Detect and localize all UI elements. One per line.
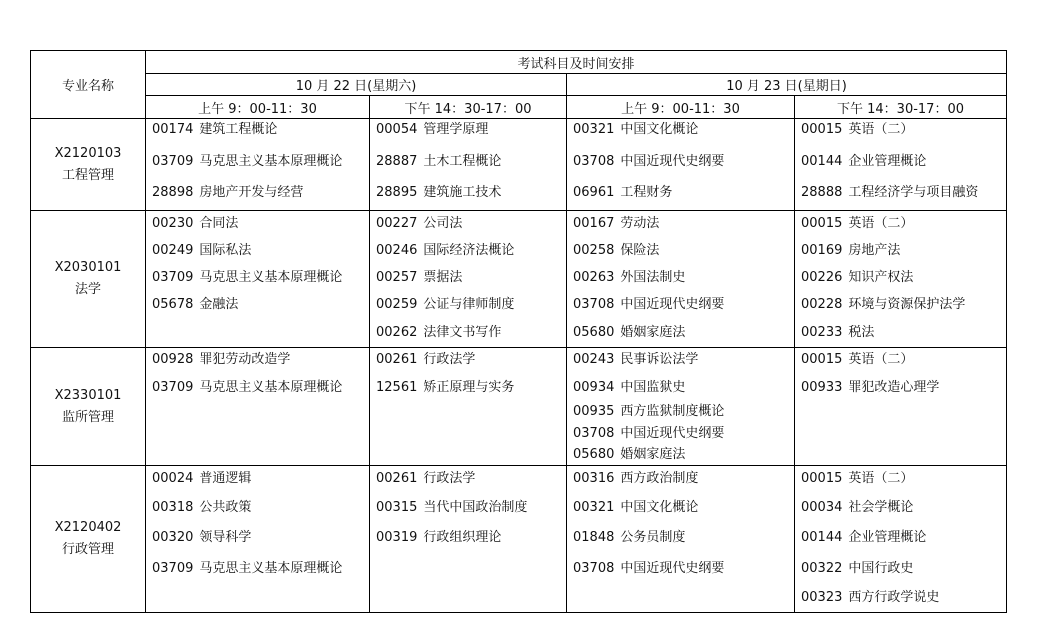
subject-line xyxy=(152,121,369,139)
subject-code: 05680 xyxy=(573,325,615,340)
session-header-day1-pm: 下午 14：30-17：00 xyxy=(370,96,567,119)
subject-name: 外国法制史 xyxy=(620,270,686,285)
subject-line xyxy=(801,296,1006,314)
subject-name: 中国行政史 xyxy=(848,561,914,576)
subjects-cell xyxy=(795,466,1007,613)
subject-line xyxy=(573,470,794,488)
subject-name: 房地产法 xyxy=(848,243,901,258)
subject-line xyxy=(573,425,794,443)
major-code: X2120402 xyxy=(54,520,122,535)
subject-name: 民事诉讼法学 xyxy=(620,352,699,367)
subject-name: 中国文化概论 xyxy=(620,122,699,137)
subject-name: 税法 xyxy=(848,325,875,340)
subject-code: 00262 xyxy=(376,325,418,340)
day-header-2: 10 月 23 日(星期日) xyxy=(567,74,1007,96)
subject-line xyxy=(376,269,566,287)
subject-name: 公务员制度 xyxy=(620,530,686,545)
subject-code: 05678 xyxy=(152,297,194,312)
subject-line xyxy=(152,499,369,517)
subject-name: 票据法 xyxy=(423,270,463,285)
subject-line xyxy=(573,269,794,287)
subject-code: 00319 xyxy=(376,530,418,545)
subjects-cell xyxy=(795,211,1007,348)
subject-code: 00935 xyxy=(573,404,615,419)
subject-name: 英语（二） xyxy=(848,471,914,486)
subject-name: 公证与律师制度 xyxy=(423,297,515,312)
subject-name: 国际经济法概论 xyxy=(423,243,515,258)
subject-code: 00257 xyxy=(376,270,418,285)
subject-code: 00934 xyxy=(573,380,615,395)
subject-code: 00167 xyxy=(573,216,615,231)
subject-line xyxy=(801,379,1006,397)
subjects-cell xyxy=(795,119,1007,211)
table-row xyxy=(31,119,1007,211)
subject-name: 公司法 xyxy=(423,216,463,231)
subject-line xyxy=(573,446,794,464)
subject-code: 00227 xyxy=(376,216,418,231)
table-row xyxy=(31,466,1007,613)
subject-code: 00928 xyxy=(152,352,194,367)
major-name: 法学 xyxy=(74,282,101,297)
subject-line xyxy=(801,351,1006,369)
major-cell xyxy=(31,466,146,613)
subject-name: 企业管理概论 xyxy=(848,154,927,169)
major-code: X2030101 xyxy=(54,260,122,275)
subject-line xyxy=(376,296,566,314)
subject-name: 西方政治制度 xyxy=(620,471,699,486)
subject-line xyxy=(801,589,1006,607)
subject-name: 西方行政学说史 xyxy=(848,590,940,605)
subject-code: 03708 xyxy=(573,297,615,312)
subject-line xyxy=(801,184,1006,202)
subject-line xyxy=(573,153,794,171)
major-cell xyxy=(31,211,146,348)
subject-line xyxy=(376,215,566,233)
subject-code: 00015 xyxy=(801,122,843,137)
subject-code: 03709 xyxy=(152,154,194,169)
subject-line xyxy=(801,121,1006,139)
subject-name: 婚姻家庭法 xyxy=(620,447,686,462)
subject-name: 西方监狱制度概论 xyxy=(620,404,725,419)
subject-code: 00261 xyxy=(376,471,418,486)
subject-name: 房地产开发与经营 xyxy=(199,185,304,200)
session-header-day2-pm: 下午 14：30-17：00 xyxy=(795,96,1007,119)
subject-code: 00318 xyxy=(152,500,194,515)
subject-name: 矫正原理与实务 xyxy=(423,380,515,395)
subject-name: 当代中国政治制度 xyxy=(423,500,528,515)
subject-name: 工程经济学与项目融资 xyxy=(848,185,979,200)
subjects-cell xyxy=(146,211,370,348)
subject-line xyxy=(152,269,369,287)
subjects-cell xyxy=(146,119,370,211)
subject-line xyxy=(801,560,1006,578)
subject-code: 28895 xyxy=(376,185,418,200)
subject-name: 领导科学 xyxy=(199,530,252,545)
subject-line xyxy=(376,529,566,547)
subject-name: 建筑工程概论 xyxy=(199,122,278,137)
subject-line xyxy=(376,242,566,260)
subject-name: 中国文化概论 xyxy=(620,500,699,515)
subject-code: 00228 xyxy=(801,297,843,312)
subject-line xyxy=(573,121,794,139)
subject-name: 中国近现代史纲要 xyxy=(620,154,725,169)
subject-line xyxy=(152,153,369,171)
subject-code: 00259 xyxy=(376,297,418,312)
subject-code: 03708 xyxy=(573,561,615,576)
subject-code: 00230 xyxy=(152,216,194,231)
subject-code: 28887 xyxy=(376,154,418,169)
subject-line xyxy=(801,324,1006,342)
subject-name: 社会学概论 xyxy=(848,500,914,515)
subject-code: 00320 xyxy=(152,530,194,545)
subject-code: 05680 xyxy=(573,447,615,462)
major-name: 行政管理 xyxy=(61,542,114,557)
subject-name: 法律文书写作 xyxy=(423,325,502,340)
subject-code: 00322 xyxy=(801,561,843,576)
subject-line xyxy=(152,242,369,260)
subject-code: 03709 xyxy=(152,561,194,576)
subject-line xyxy=(573,351,794,369)
subject-name: 公共政策 xyxy=(199,500,252,515)
subject-code: 00144 xyxy=(801,154,843,169)
session-header-day2-am: 上午 9：00-11：30 xyxy=(567,96,795,119)
subject-code: 00169 xyxy=(801,243,843,258)
subject-line xyxy=(573,499,794,517)
major-code: X2330101 xyxy=(54,387,122,403)
subject-name: 英语（二） xyxy=(848,216,914,231)
subject-code: 00015 xyxy=(801,471,843,486)
subject-name: 国际私法 xyxy=(199,243,252,258)
subject-code: 00015 xyxy=(801,352,843,367)
table-row xyxy=(31,348,1007,466)
subject-name: 行政法学 xyxy=(423,352,476,367)
subject-line xyxy=(376,121,566,139)
major-cell xyxy=(31,348,146,466)
subject-name: 普通逻辑 xyxy=(199,471,252,486)
subject-code: 00249 xyxy=(152,243,194,258)
subject-line xyxy=(573,403,794,421)
subject-line xyxy=(376,470,566,488)
subject-name: 知识产权法 xyxy=(848,270,914,285)
subject-code: 03708 xyxy=(573,426,615,441)
subject-line xyxy=(573,529,794,547)
subject-code: 00233 xyxy=(801,325,843,340)
subject-line xyxy=(573,296,794,314)
major-name: 监所管理 xyxy=(61,409,114,425)
subject-name: 婚姻家庭法 xyxy=(620,325,686,340)
subject-line xyxy=(152,351,369,369)
subject-code: 00323 xyxy=(801,590,843,605)
subject-name: 罪犯劳动改造学 xyxy=(199,352,291,367)
subject-line xyxy=(801,269,1006,287)
subjects-cell xyxy=(370,211,567,348)
subject-line xyxy=(801,242,1006,260)
subject-code: 00258 xyxy=(573,243,615,258)
subject-line xyxy=(573,560,794,578)
subject-code: 00024 xyxy=(152,471,194,486)
subject-line xyxy=(801,470,1006,488)
subject-name: 英语（二） xyxy=(848,352,914,367)
subjects-cell xyxy=(370,119,567,211)
subject-name: 中国近现代史纲要 xyxy=(620,297,725,312)
subject-name: 马克思主义基本原理概论 xyxy=(199,380,343,395)
subject-name: 中国近现代史纲要 xyxy=(620,426,725,441)
subject-code: 00321 xyxy=(573,122,615,137)
major-code: X2120103 xyxy=(54,145,122,161)
subject-code: 00933 xyxy=(801,380,843,395)
subject-line xyxy=(573,184,794,202)
subject-line xyxy=(801,215,1006,233)
subject-code: 28888 xyxy=(801,185,843,200)
subject-name: 行政法学 xyxy=(423,471,476,486)
major-cell xyxy=(31,119,146,211)
subject-line xyxy=(376,184,566,202)
subject-code: 00034 xyxy=(801,500,843,515)
day-header-1: 10 月 22 日(星期六) xyxy=(146,74,567,96)
subject-name: 环境与资源保护法学 xyxy=(848,297,966,312)
subject-name: 行政组织理论 xyxy=(423,530,502,545)
subject-name: 管理学原理 xyxy=(423,122,489,137)
subjects-cell xyxy=(146,466,370,613)
subject-line xyxy=(152,184,369,202)
subject-line xyxy=(573,215,794,233)
subject-code: 01848 xyxy=(573,530,615,545)
subject-line xyxy=(376,499,566,517)
session-header-day1-am: 上午 9：00-11：30 xyxy=(146,96,370,119)
subject-code: 03709 xyxy=(152,380,194,395)
subject-name: 劳动法 xyxy=(620,216,660,231)
subject-name: 建筑施工技术 xyxy=(423,185,502,200)
subject-line xyxy=(573,379,794,397)
subject-code: 00321 xyxy=(573,500,615,515)
subjects-cell xyxy=(567,211,795,348)
subject-code: 00263 xyxy=(573,270,615,285)
subject-name: 金融法 xyxy=(199,297,239,312)
subject-line xyxy=(152,379,369,397)
table-title: 考试科目及时间安排 xyxy=(146,51,1007,74)
subject-name: 马克思主义基本原理概论 xyxy=(199,270,343,285)
subject-name: 中国监狱史 xyxy=(620,380,686,395)
subject-line xyxy=(376,351,566,369)
subject-code: 00243 xyxy=(573,352,615,367)
subjects-cell xyxy=(795,348,1007,466)
subjects-cell xyxy=(567,348,795,466)
subject-line xyxy=(376,379,566,397)
subject-name: 英语（二） xyxy=(848,122,914,137)
subject-line xyxy=(152,296,369,314)
subject-line xyxy=(376,153,566,171)
subject-code: 06961 xyxy=(573,185,615,200)
subject-line xyxy=(801,499,1006,517)
subject-name: 企业管理概论 xyxy=(848,530,927,545)
subjects-cell xyxy=(370,348,567,466)
subject-code: 00054 xyxy=(376,122,418,137)
subject-name: 马克思主义基本原理概论 xyxy=(199,154,343,169)
subject-code: 00261 xyxy=(376,352,418,367)
subject-line xyxy=(376,324,566,342)
subject-name: 土木工程概论 xyxy=(423,154,502,169)
subjects-cell xyxy=(370,466,567,613)
subject-line xyxy=(152,529,369,547)
subjects-cell xyxy=(567,119,795,211)
subject-code: 03709 xyxy=(152,270,194,285)
subject-code: 00315 xyxy=(376,500,418,515)
subject-code: 00174 xyxy=(152,122,194,137)
subject-name: 马克思主义基本原理概论 xyxy=(199,561,343,576)
subject-name: 中国近现代史纲要 xyxy=(620,561,725,576)
subject-code: 28898 xyxy=(152,185,194,200)
major-name: 工程管理 xyxy=(61,167,114,183)
subject-code: 00316 xyxy=(573,471,615,486)
subject-name: 罪犯改造心理学 xyxy=(848,380,940,395)
subject-code: 12561 xyxy=(376,380,418,395)
subject-code: 00015 xyxy=(801,216,843,231)
major-header: 专业名称 xyxy=(31,51,146,119)
exam-schedule-table xyxy=(30,50,1007,613)
subject-line xyxy=(152,470,369,488)
subject-line xyxy=(801,529,1006,547)
subject-line xyxy=(152,215,369,233)
subjects-cell xyxy=(567,466,795,613)
subject-line xyxy=(152,560,369,578)
subject-line xyxy=(573,324,794,342)
subjects-cell xyxy=(146,348,370,466)
subject-code: 00144 xyxy=(801,530,843,545)
subject-code: 03708 xyxy=(573,154,615,169)
subject-name: 合同法 xyxy=(199,216,239,231)
subject-line xyxy=(801,153,1006,171)
subject-name: 工程财务 xyxy=(620,185,673,200)
table-row xyxy=(31,211,1007,348)
subject-code: 00246 xyxy=(376,243,418,258)
subject-name: 保险法 xyxy=(620,243,660,258)
subject-code: 00226 xyxy=(801,270,843,285)
subject-line xyxy=(573,242,794,260)
